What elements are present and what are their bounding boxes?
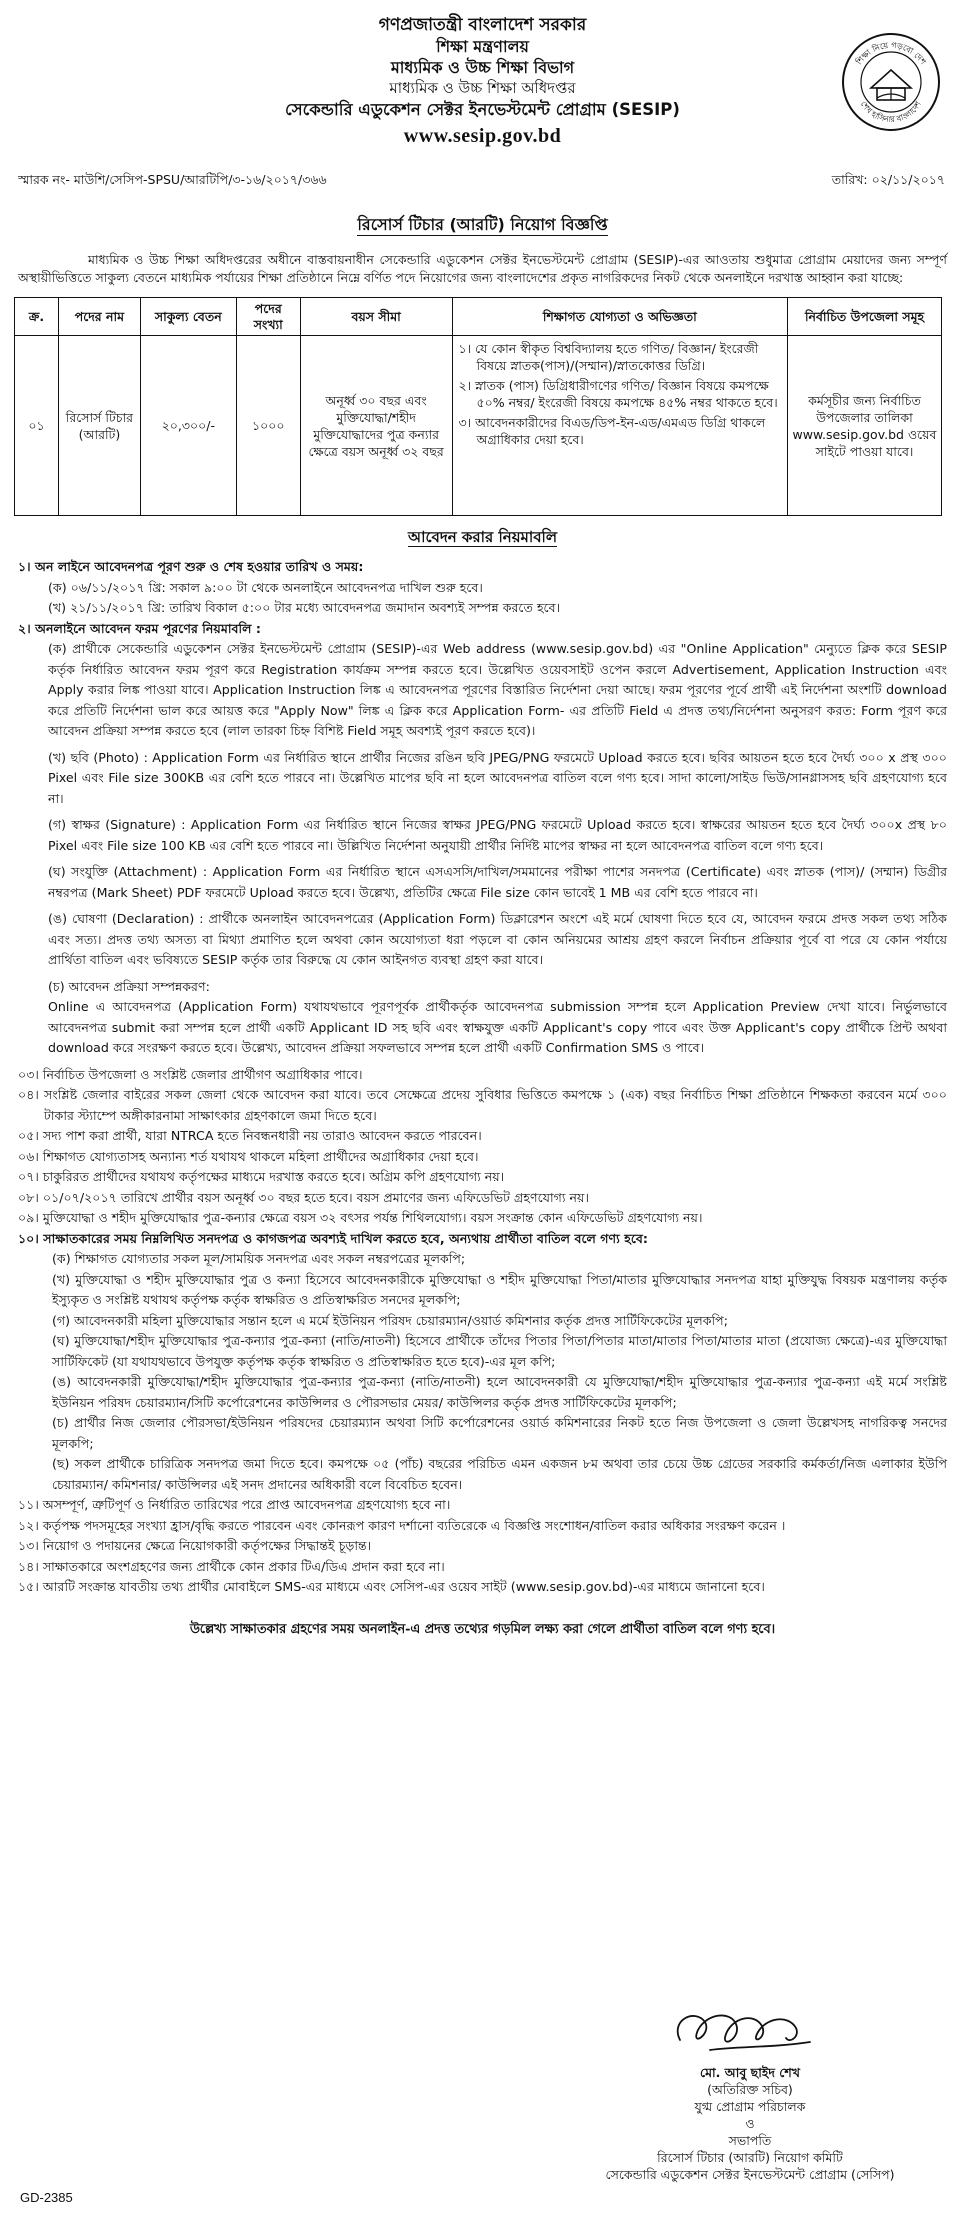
government-seal-icon — [841, 32, 941, 132]
footer-code: GD-2385 — [20, 2190, 73, 2205]
cell-post: রিসোর্স টিচার (আরটি) — [58, 336, 140, 516]
header-age: বয়স সীমা — [300, 298, 452, 336]
rule-10-d: (ঘ) মুক্তিযোদ্ধা/শহীদ মুক্তিযোদ্ধার পুত্র-কন্যার পুত্র-কন্যা (নাতি/নাতনী) হিসেবে প্রার্থীকে তাঁদের পিতার পিতা/পিতার মাতা/মাতার পিতা/মাতার মাতা (প্রযোজ্য ক্ষেত্রে)-এর মুক্তিযোদ্ধা সার্টিফিকেট (যা যথাযথভাবে উপযুক্ত কর্তৃপক্ষ কর্তৃক স্বাক্ষরিত ও প্রতিস্বাক্ষরিত হতে হবে)-এর মূল কপি; — [52, 1333, 947, 1369]
rule-6: ০৬। শিক্ষাগত যোগ্যতাসহ অন্যান্য শর্ত যথাযথ থাকলে মহিলা প্রার্থীদের অগ্রাধিকার দেয়া হবে। — [18, 1148, 479, 1164]
letterhead — [14, 14, 951, 190]
organization-name: সেকেন্ডারি এডুকেশন সেক্টর ইনভেস্টমেন্ট প্রোগ্রাম (সেসিপ) — [605, 2167, 895, 2182]
signatory-role-1: যুগ্ম প্রোগ্রাম পরিচালক — [694, 2099, 806, 2114]
division-name: মাধ্যমিক ও উচ্চ শিক্ষা বিভাগ — [390, 58, 575, 77]
directorate-name: মাধ্যমিক ও উচ্চ শিক্ষা অধিদপ্তর — [389, 79, 576, 97]
rule-10-g: (ছ) সকল প্রার্থীকে চারিত্রিক সনদপত্র জমা দিতে হবে। কমপক্ষে ০৫ (পাঁচ) বছরের পরিচিত এমন একজন ৮ম অথবা তার চেয়ে উচ্চ গ্রেডের সরকারি কর্মকর্তা/নিজ এলাকার ইউপি চেয়ারম্যান/ কমিশনার/ কাউন্সিলর এই সনদ প্রদানের অধিকারী বলে বিবেচিত হবেন। — [52, 1456, 947, 1492]
rule-15: ১৫। আরটি সংক্রান্ত যাবতীয় তথ্য প্রার্থীর মোবাইলে SMS-এর মাধ্যমে এবং সেসিপ-এর ওয়েব সাইট (www.sesip.gov.bd)-এর মাধ্যমে জানানো হবে। — [18, 1579, 765, 1594]
closing-note: উল্লেখ্য সাক্ষাতকার গ্রহণের সময় অনলাইন-এ প্রদত্ত তথ্যের গড়মিল লক্ষ্য করা গেলে প্রার্থীতা বাতিল বলে গণ্য হবে। — [189, 1621, 776, 1637]
intro-paragraph: মাধ্যমিক ও উচ্চ শিক্ষা অধিদপ্তরের অধীনে বাস্তবায়নাধীন সেকেন্ডারি এডুকেশন সেক্টর ইনভেস্টমেন্ট প্রোগ্রাম (SESIP)-এর আওতায় শুধুমাত্র প্রোগ্রাম মেয়াদের জন্য সম্পূর্ণ অস্থায়ীভিত্তিতে সাকুল্য বেতনে মাধ্যমিক পর্যায়ের শিক্ষা প্রতিষ্ঠানে নিম্নে বর্ণিত পদে নিয়োগের জন্য বাংলাদেশের প্রকৃত নাগরিকদের নিকট থেকে অনলাইনে দরখাস্ত আহ্বান করা যাচ্ছে: — [18, 252, 947, 285]
header-salary: সাকুল্য বেতন — [140, 298, 236, 336]
table-header-row — [15, 298, 942, 336]
rule-1-heading: ১। অন লাইনে আবেদনপত্র পূরণ শুরু ও শেষ হওয়ার তারিখ ও সময়: — [18, 559, 364, 574]
rule-10-b: (খ) মুক্তিযোদ্ধা ও শহীদ মুক্তিযোদ্ধার পুত্র ও কন্যা হিসেবে আবেদনকারীকে মুক্তিযোদ্ধা ও শহীদ মুক্তিযোদ্ধা পিতা/মাতার মুক্তিযোদ্ধার সনদপত্র যাহা মুক্তিযুদ্ধ বিষয়ক মন্ত্রণালয় কর্তৃক ইস্যুকৃত ও সংশ্লিষ্ট যথাযথ কর্তৃপক্ষ কর্তৃক স্বাক্ষরিত ও প্রতিস্বাক্ষরিত সনদের মূলকপি; — [52, 1271, 947, 1307]
rule-2-e: (ঙ) ঘোষণা (Declaration) : প্রার্থীকে অনলাইন আবেদনপত্রের (Application Form) ডিক্লারেশন অংশে এই মর্মে ঘোষণা দিতে হবে যে, আবেদন ফরমে প্রদত্ত সকল তথ্য সঠিক এবং সত্য। প্রদত্ত তথ্য অসত্য বা মিথ্যা প্রমাণিত হলে অথবা কোন অযোগ্যতা ধরা পড়লে বা কোন অনিয়মের আশ্রয় গ্রহণ করলে নির্বাচন প্রক্রিয়ার পূর্বে বা পরে যে কোন পর্যায়ে প্রার্থিতা বাতিল এবং ভবিষ্যতে SESIP কর্তৃক তার বিরুদ্ধে যে কোন আইনগত ব্যবস্থা গ্রহণ করা যাবে। — [48, 911, 947, 967]
signatory-role-2: সভাপতি — [728, 2133, 772, 2148]
rule-10-heading: ১০। সাক্ষাতকারের সময় নিম্নলিখিত সনদপত্র ও কাগজপত্র অবশ্যই দাখিল করতে হবে, অন্যথায় প্রার্থীতা বাতিল বলে গণ্য হবে: — [18, 1230, 648, 1246]
cell-age: অনূর্ধ্ব ৩০ বছর এবং মুক্তিযোদ্ধা/শহীদ মুক্তিযোদ্ধাদের পুত্র কন্যার ক্ষেত্রে বয়স অনূর্ধ্ব ৩২ বছর — [300, 336, 452, 516]
seal-top-text: শিক্ষা নিয়ে গড়বো দেশ — [853, 39, 929, 67]
rule-10-e: (ঙ) আবেদনকারী মুক্তিযোদ্ধা/শহীদ মুক্তিযোদ্ধার পুত্র-কন্যার পুত্র-কন্যা (নাতি/নাতনী) হলে আবেদনকারী যে মুক্তিযোদ্ধা/শহীদ মুক্তিযোদ্ধার পুত্র-কন্যার পুত্র-কন্যা এই মর্মে সংশ্লিষ্ট ইউনিয়ন পরিষদ চেয়ারম্যান/সিটি কর্পোরেশনের কাউন্সিলর ও পৌরসভার মেয়র/ কাউন্সিলর কর্তৃক প্রদত্ত সার্টিফিকেটের মূলকপি; — [52, 1374, 947, 1410]
ministry-name: শিক্ষা মন্ত্রণালয় — [436, 37, 529, 56]
header-post: পদের নাম — [58, 298, 140, 336]
header-upazila: নির্বাচিত উপজেলা সমূহ — [788, 298, 942, 336]
signatory-name: মো. আবু ছাইদ শেখ — [700, 2065, 800, 2080]
rule-7: ০৭। চাকুরিরত প্রার্থীদের যথাযথ কর্তৃপক্ষের মাধ্যমে দরখাস্ত করতে হবে। অগ্রিম কপি গ্রহণযোগ্য নয়। — [18, 1169, 505, 1184]
rule-4: ০৪। সংশ্লিষ্ট জেলার বাইরের সকল জেলা থেকে আবেদন করা যাবে। তবে সেক্ষেত্রে প্রদেয় সুবিধার ভিত্তিতে কমপক্ষে ১ (এক) বছর নির্বাচিত শিক্ষা প্রতিষ্ঠানে শিক্ষকতা করবেন মর্মে ৩০০ টাকার স্ট্যাম্পে অঙ্গীকারনামা সাক্ষাৎকার গ্রহণকালে জমা দিতে হবে। — [18, 1087, 947, 1123]
rule-11: ১১। অসম্পূর্ণ, ত্রুটিপূর্ণ ও নির্ধারিত তারিখের পরে প্রাপ্ত আবেদনপত্র গ্রহণযোগ্য হবে না। — [18, 1497, 451, 1512]
vacancy-table — [14, 297, 942, 516]
rule-13: ১৩। নিয়োগ ও পদায়নের ক্ষেত্রে নিয়োগকারী কর্তৃপক্ষের সিদ্ধান্তই চূড়ান্ত। — [18, 1538, 372, 1553]
header-qualification: শিক্ষাগত যোগ্যতা ও অভিজ্ঞতা — [452, 298, 788, 336]
rule-1-b: (খ) ২১/১১/২০১৭ খ্রি: তারিখ বিকাল ৫:০০ টার মধ্যে আবেদনপত্র জমাদান অবশ্যই সম্পন্ন করতে হবে। — [48, 600, 561, 615]
rule-2-d: (ঘ) সংযুক্তি (Attachment) : Application Form এর নির্ধারিত স্থানে এসএসসি/দাখিল/সমমানের পরীক্ষা পাশের সনদপত্র (Certificate) এবং স্নাতক (পাস)/ (সম্মান) ডিগ্রীর নম্বরপত্র (Mark Sheet) PDF ফরমেটে Upload করতে হবে। উল্লেখ্য, প্রতিটির ক্ষেত্রে File size কোন ভাবেই 1 MB এর বেশি হতে পারবে না। — [48, 864, 947, 900]
qualification-item: ৩। আবেদনকারীদের বিএড/ডিপ-ইন-এড/এমএড ডিগ্রি থাকলে অগ্রাধিকার দেয়া হবে। — [458, 415, 766, 447]
rule-12: ১২। কর্তৃপক্ষ পদসমূহের সংখ্যা হ্রাস/বৃদ্ধি করতে পারবেন এবং কোনরূপ কারণ দর্শানো ব্যতিরেকে এ বিজ্ঞপ্তি সংশোধন/বাতিল করার অধিকার সংরক্ষণ করেন । — [18, 1517, 786, 1533]
rule-2-c: (গ) স্বাক্ষর (Signature) : Application Form এর নির্ধারিত স্থানে নিজের স্বাক্ষর JPEG/PNG ফরমেটে Upload করতে হবে। স্বাক্ষরের আয়তন হতে হবে দৈর্ঘ্য ৩০০x প্রস্থ ৮০ Pixel এবং File size 100 KB এর বেশি হতে পারবে না। উল্লিখিত নির্দেশনা অনুযায়ী প্রার্থীর নির্দিষ্ট মাপের স্বাক্ষর না হলে আবেদনপত্র বাতিল বলে গণ্য হবে। — [48, 817, 947, 853]
memo-number: স্মারক নং- মাউশি/সেসিপ-SPSU/আরটিপি/৩-১৬/২০১৭/৩৬৬ — [18, 172, 327, 187]
rules-title — [14, 526, 951, 551]
rule-14: ১৪। সাক্ষাতকারে অংশগ্রহণের জন্য প্রার্থীকে কোন প্রকার টিএ/ডিএ প্রদান করা হবে না। — [18, 1558, 445, 1574]
rule-3: ০৩। নির্বাচিত উপজেলা ও সংশ্লিষ্ট জেলার প্রার্থীগণ অগ্রাধিকার পাবে। — [18, 1066, 363, 1082]
cell-salary: ২০,৩০০/- — [140, 336, 236, 516]
reference-row — [18, 172, 945, 190]
cell-serial: ০১ — [15, 336, 59, 516]
government-name: গণপ্রজাতন্ত্রী বাংলাদেশ সরকার — [378, 15, 587, 35]
table-row — [15, 336, 942, 516]
rule-9: ০৯। মুক্তিযোদ্ধা ও শহীদ মুক্তিযোদ্ধার পুত্র-কন্যার ক্ষেত্রে বয়স ৩২ বৎসর পর্যন্ত শিথিলযোগ্য। বয়স সংক্রান্ত কোন এফিডেভিট গ্রহণযোগ্য নয়। — [18, 1210, 703, 1225]
seal-bottom-text: শেখ হাসিনার বাংলাদেশ — [858, 99, 924, 125]
notice-title-text: রিসোর্স টিচার (আরটি) নিয়োগ বিজ্ঞপ্তি — [357, 215, 608, 234]
rule-2-heading: ২। অনলাইনে আবেদন ফরম পূরণের নিয়মাবলি : — [18, 620, 261, 636]
rule-10-f: (চ) প্রার্থীর নিজ জেলার পৌরসভা/ইউনিয়ন পরিষদের চেয়ারম্যান অথবা সিটি কর্পোরেশনের ওয়ার্ড কমিশনারের নিকট হতে নিজ উপজেলা ও জেলা উল্লেখসহ নাগরিকত্ব সনদের মূলকপি; — [52, 1415, 947, 1451]
issue-date: তারিখ: ০২/১১/২০১৭ — [831, 172, 945, 187]
rule-10-a: (ক) শিক্ষাগত যোগ্যতার সকল মূল/সাময়িক সনদপত্র এবং সকল নম্বরপত্রের মূলকপি; — [52, 1251, 466, 1266]
header-serial: ক্র. — [15, 298, 59, 336]
signatory-and: ও — [745, 2116, 755, 2131]
qualification-item: ১। যে কোন স্বীকৃত বিশ্ববিদ্যালয় হতে গণিত/ বিজ্ঞান/ ইংরেজী বিষয়ে স্নাতক(পাস)/(সম্মান)/স্নাতকোত্তর ডিগ্রি। — [458, 341, 759, 373]
website-address: www.sesip.gov.bd — [403, 125, 562, 147]
cell-count: ১০০০ — [236, 336, 300, 516]
rule-2-f: Online এ আবেদনপত্র (Application Form) যথাযথভাবে পূরণপূর্বক প্রার্থীকর্তৃক আবেদনপত্র submission সম্পন্ন হলে Application Preview দেখা যাবে। নির্ভুলভাবে আবেদনপত্র submit করা সম্পন্ন হলে প্রার্থী একটি Applicant ID সহ ছবি এবং স্বাক্ষযুক্ত একটি Applicant's copy পাবে এবং উক্ত Applicant's copy প্রার্থীকে প্রিন্ট অথবা download করে সংরক্ষণ করতে হবে। উল্লেখ্য, আবেদন প্রক্রিয়া সফলভাবে সম্পন্ন হলে প্রার্থী একটি Confirmation SMS ও পাবে। — [48, 999, 947, 1055]
cell-qualification — [452, 336, 788, 516]
qualification-item: ২। স্নাতক (পাস) ডিগ্রিধারীগণের গণিত/ বিজ্ঞান বিষয়ে কমপক্ষে ৫০% নম্বর/ ইংরেজী বিষয়ে কমপক্ষে ৪৫% নম্বর থাকতে হবে। — [458, 378, 778, 410]
committee-name: রিসোর্স টিচার (আরটি) নিয়োগ কমিটি — [657, 2150, 843, 2165]
header-count: পদের সংখ্যা — [236, 298, 300, 336]
cell-upazila: কর্মসূচীর জন্য নির্বাচিত উপজেলার তালিকা www.sesip.gov.bd ওয়েব সাইটে পাওয়া যাবে। — [788, 336, 942, 516]
rules-section — [14, 557, 951, 1598]
notice-title — [14, 212, 951, 239]
rule-2-b: (খ) ছবি (Photo) : Application Form এর নির্ধারিত স্থানে প্রার্থীর নিজের রঙিন ছবি JPEG/PNG ফরমেটে Upload করতে হবে। ছবির আয়তন হতে হবে দৈর্ঘ্য ৩০০ x প্রস্থ ৩০০ Pixel এবং File size 300KB এর বেশি হতে পারবে না। উল্লেখিত মাপের ছবি না হলে আবেদনপত্র বাতিল বলে গণ্য হবে। সাদা কালো/সাইড ভিউ/সানগ্লাসসহ ছবি গ্রহণযোগ্য হবে না। — [48, 749, 947, 806]
rule-5: ০৫। সদ্য পাশ করা প্রার্থী, যারা NTRCA হতে নিবন্ধনধারী নয় তারাও আবেদন করতে পারবেন। — [18, 1128, 482, 1143]
rule-2-f-heading: (চ) আবেদন প্রক্রিয়া সম্পন্নকরণ: — [48, 978, 210, 994]
rule-8: ০৮। ০১/০৭/২০১৭ তারিখে প্রার্থীর বয়স অনূর্ধ্ব ৩০ বছর হতে হবে। বয়স প্রমাণের জন্য এফিডেভিট গ্রহণযোগ্য নয়। — [18, 1189, 589, 1205]
svg-text:শিক্ষা নিয়ে গড়বো দেশ — [853, 40, 928, 67]
program-name: সেকেন্ডারি এডুকেশন সেক্টর ইনভেস্টমেন্ট প্রোগ্রাম (SESIP) — [285, 100, 680, 119]
rule-2-a: (ক) প্রার্থীকে সেকেন্ডারি এডুকেশন সেক্টর ইনভেস্টমেন্ট প্রোগ্রাম (SESIP)-এর Web address (www.sesip.gov.bd) এর "Online Application" মেন্যুতে ক্লিক করে SESIP কর্তৃক নির্ধারিত আবেদন ফরম পূরণ করে Registration কার্যক্রম সম্পন্ন করতে হবে। উল্লেখিত ওয়েবসাইট ওপেন করলে Advertisement, Application Instruction এবং Apply করার লিঙ্ক পাওয়া যাবে। Application Instruction লিঙ্ক এ আবেদনপত্র পূরণের বিস্তারিত নির্দেশনা দেয়া আছে। ফরম পূরণের পূর্বে প্রার্থী এই নির্দেশনা অংশটি download করে প্রতিটি নির্দেশনা ভাল করে আয়ত্ত করে "Apply Now" লিঙ্ক এ ক্লিক করে Application Form- এর প্রতিটি Field এ প্রদত্ত তথ্য/নির্দেশনা অনুসরণ করত: Form পূরণ করে আবেদন প্রক্রিয়া সম্পন্ন করতে হবে (লাল তারকা চিহ্ন বিশিষ্ট Field সমূহ অবশ্যই পূরণ করতে হবে)। — [48, 641, 947, 738]
signature-block — [560, 2000, 940, 2183]
rules-title-text: আবেদন করার নিয়মাবলি — [407, 528, 558, 546]
rule-10-c: (গ) আবেদনকারী মহিলা মুক্তিযোদ্ধার সন্তান হলে এ মর্মে ইউনিয়ন পরিষদ চেয়ারম্যান/ওয়ার্ড কমিশনার কর্তৃক প্রদত্ত সার্টিফিকেটের মূলকপি; — [52, 1312, 728, 1328]
signature-icon — [650, 2000, 850, 2062]
signatory-rank: (অতিরিক্ত সচিব) — [707, 2082, 793, 2097]
rule-1-a: (ক) ০৬/১১/২০১৭ খ্রি: সকাল ৯:০০ টা থেকে অনলাইনে আবেদনপত্র দাখিল শুরু হবে। — [48, 579, 483, 595]
